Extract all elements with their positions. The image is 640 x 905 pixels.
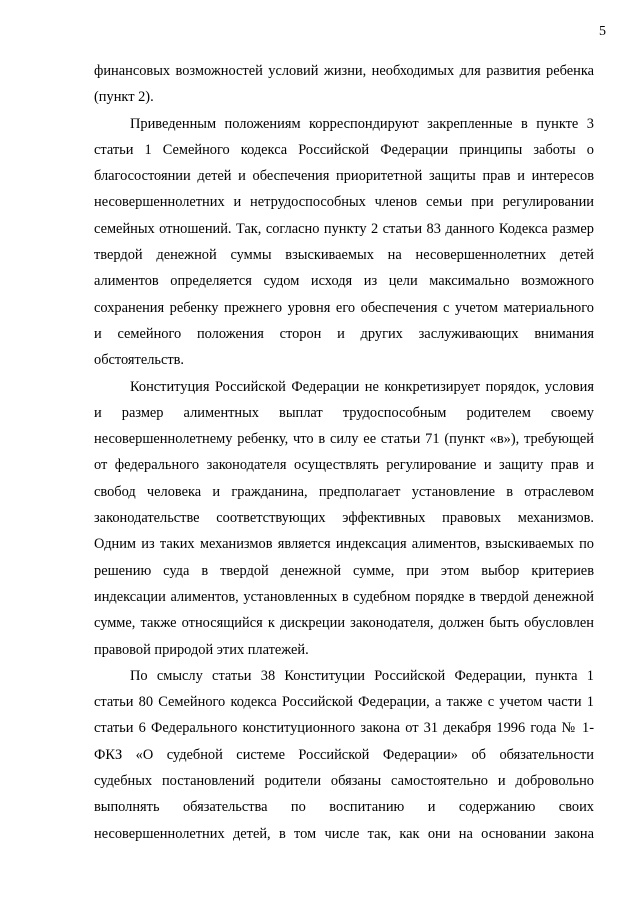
paragraph-line: Конституция Российской Федерации не конкретизирует порядок, условия <box>130 378 594 395</box>
paragraph-line: решению суда в твердой денежной сумме, при этом выбор критериев <box>94 562 594 579</box>
paragraph-line: благосостоянии детей и обеспечения приоритетной защиты прав и интересов <box>94 168 594 185</box>
paragraph-line: ФКЗ «О судебной системе Российской Федерации» об обязательности <box>94 746 594 763</box>
paragraph-line: алиментов определяется судом исходя из цели максимально возможного <box>94 273 594 290</box>
paragraph-line: свобод человека и гражданина, предполагает установление в отраслевом <box>94 483 594 500</box>
paragraph-line: и семейного положения сторон и других заслуживающих внимания <box>94 325 594 342</box>
paragraph-line: от федерального законодателя осуществлять регулирование и защиту прав и <box>94 457 594 474</box>
paragraph-line: статьи 6 Федерального конституционного закона от 31 декабря 1996 года № 1- <box>94 720 594 737</box>
paragraph-line: твердой денежной суммы взыскиваемых на несовершеннолетних детей <box>94 247 594 264</box>
paragraph-line: статьи 1 Семейного кодекса Российской Федерации принципы заботы о <box>94 141 594 158</box>
paragraph-line: правовой природой этих платежей. <box>94 641 309 658</box>
paragraph-line: Одним из таких механизмов является индексация алиментов, взыскиваемых по <box>94 536 594 553</box>
paragraph-line: сохранения ребенку прежнего уровня его обеспечения с учетом материального <box>94 299 594 316</box>
paragraph-line: обстоятельств. <box>94 352 185 369</box>
paragraph-line: несовершеннолетнему ребенку, что в силу ее статьи 71 (пункт «в»), требующей <box>94 431 594 448</box>
paragraph-line: финансовых возможностей условий жизни, необходимых для развития ребенка <box>94 63 594 79</box>
paragraph-line: несовершеннолетних и нетрудоспособных членов семьи при регулировании <box>94 194 594 211</box>
page-number: 5 <box>599 24 606 39</box>
paragraph-line: индексации алиментов, установленных в судебном порядке в твердой денежной <box>94 588 594 605</box>
paragraph-line: судебных постановлений родители обязаны самостоятельно и добровольно <box>94 773 594 790</box>
paragraph-line: По смыслу статьи 38 Конституции Российской Федерации, пункта 1 <box>130 667 594 684</box>
paragraph-line: статьи 80 Семейного кодекса Российской Федерации, а также с учетом части 1 <box>94 694 594 711</box>
body-text <box>94 58 594 847</box>
paragraph-line: и размер алиментных выплат трудоспособным родителем своему <box>94 404 594 421</box>
paragraph-line: семейных отношений. Так, согласно пункту 2 статьи 83 данного Кодекса размер <box>94 220 594 237</box>
paragraph-line: сумме, также относящийся к дискреции законодателя, должен быть обусловлен <box>94 615 594 632</box>
paragraph-line: выполнять обязательства по воспитанию и содержанию своих <box>94 799 594 816</box>
paragraph-line: Приведенным положениям корреспондируют закрепленные в пункте 3 <box>130 115 594 132</box>
paragraph-line: (пункт 2). <box>94 89 154 106</box>
paragraph-line: законодательстве соответствующих эффективных правовых механизмов. <box>94 510 594 527</box>
paragraph-line: несовершеннолетних детей, в том числе так, как они на основании закона <box>94 825 594 842</box>
